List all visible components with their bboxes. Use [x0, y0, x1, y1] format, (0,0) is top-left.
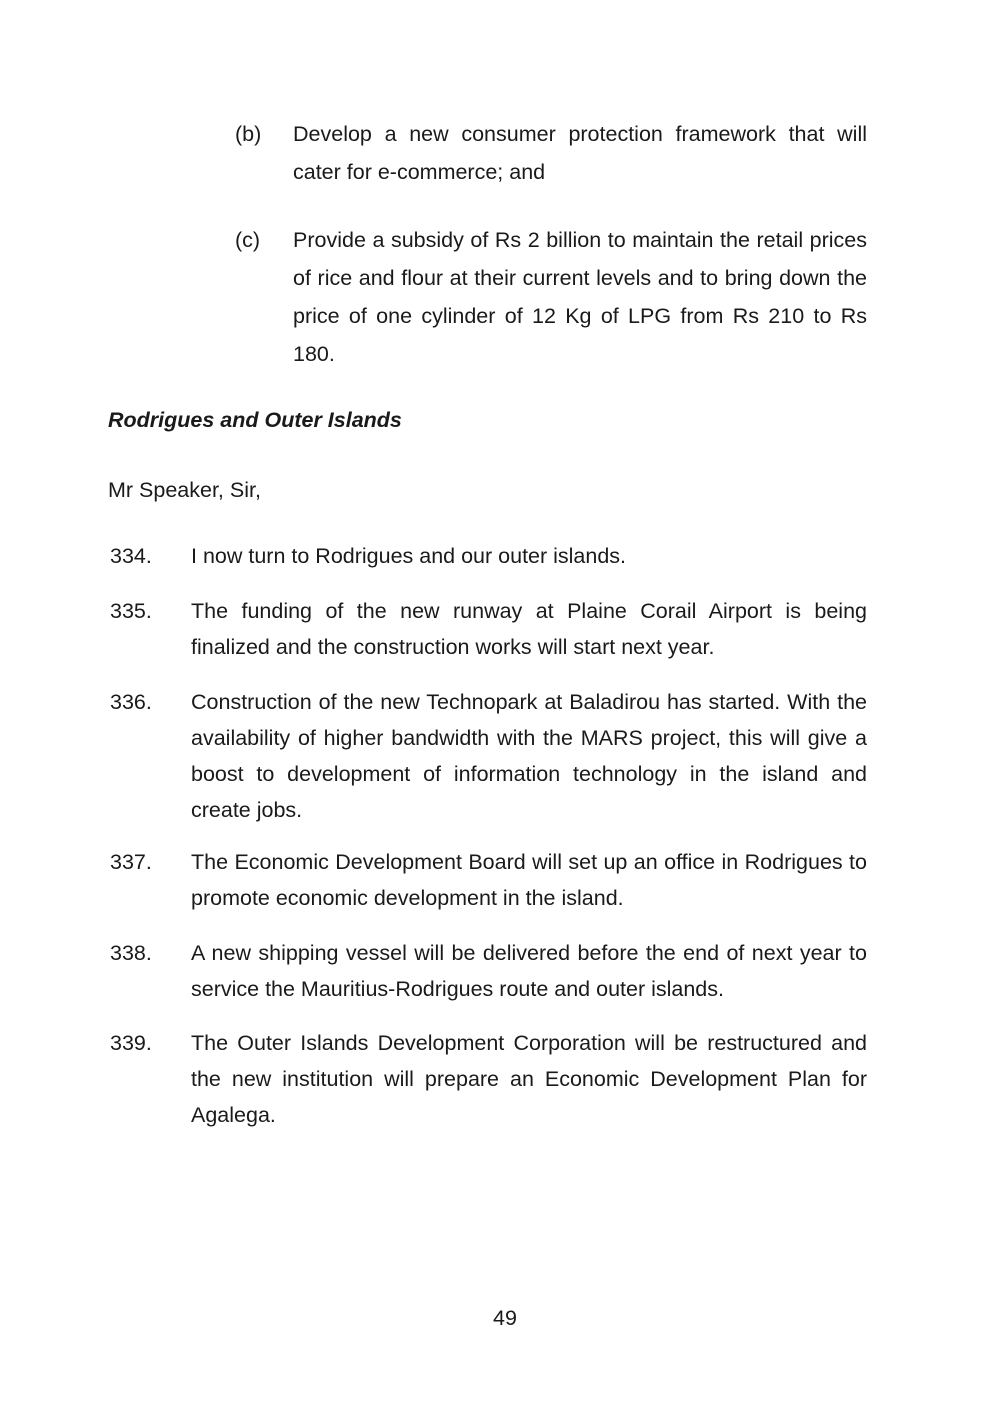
sub-item-marker: (b)	[235, 122, 262, 146]
paragraph-number: 336.	[110, 690, 152, 714]
section-heading: Rodrigues and Outer Islands	[108, 408, 402, 432]
paragraph-number: 335.	[110, 599, 152, 623]
sub-item-text: Develop a new consumer protection framework that will cater for e-commerce; and	[293, 122, 867, 184]
paragraph-text: Construction of the new Technopark at Baladirou has started. With the availability of higher bandwidth with the MARS project, this will give a boost to development of information technology in the island and create jobs.	[191, 690, 867, 822]
page-number: 49	[493, 1306, 517, 1330]
paragraph-number: 339.	[110, 1031, 152, 1055]
paragraph-text: The Economic Development Board will set up an office in Rodrigues to promote economic development in the island.	[191, 850, 867, 910]
paragraph-text: A new shipping vessel will be delivered before the end of next year to service the Mauritius-Rodrigues route and outer islands.	[191, 941, 867, 1001]
paragraph-text: I now turn to Rodrigues and our outer islands.	[191, 544, 627, 568]
paragraph-text: The Outer Islands Development Corporation will be restructured and the new institution will prepare an Economic Development Plan for Agalega.	[191, 1031, 867, 1127]
paragraph-text: The funding of the new runway at Plaine Corail Airport is being finalized and the construction works will start next year.	[191, 599, 867, 659]
salutation: Mr Speaker, Sir,	[108, 478, 261, 502]
sub-item-text: Provide a subsidy of Rs 2 billion to maintain the retail prices of rice and flour at their current levels and to bring down the price of one cylinder of 12 Kg of LPG from Rs 210 to Rs 180.	[293, 228, 867, 366]
paragraph-number: 334.	[110, 544, 152, 568]
sub-item-marker: (c)	[235, 228, 261, 252]
paragraph-number: 337.	[110, 850, 152, 874]
paragraph-number: 338.	[110, 941, 152, 965]
